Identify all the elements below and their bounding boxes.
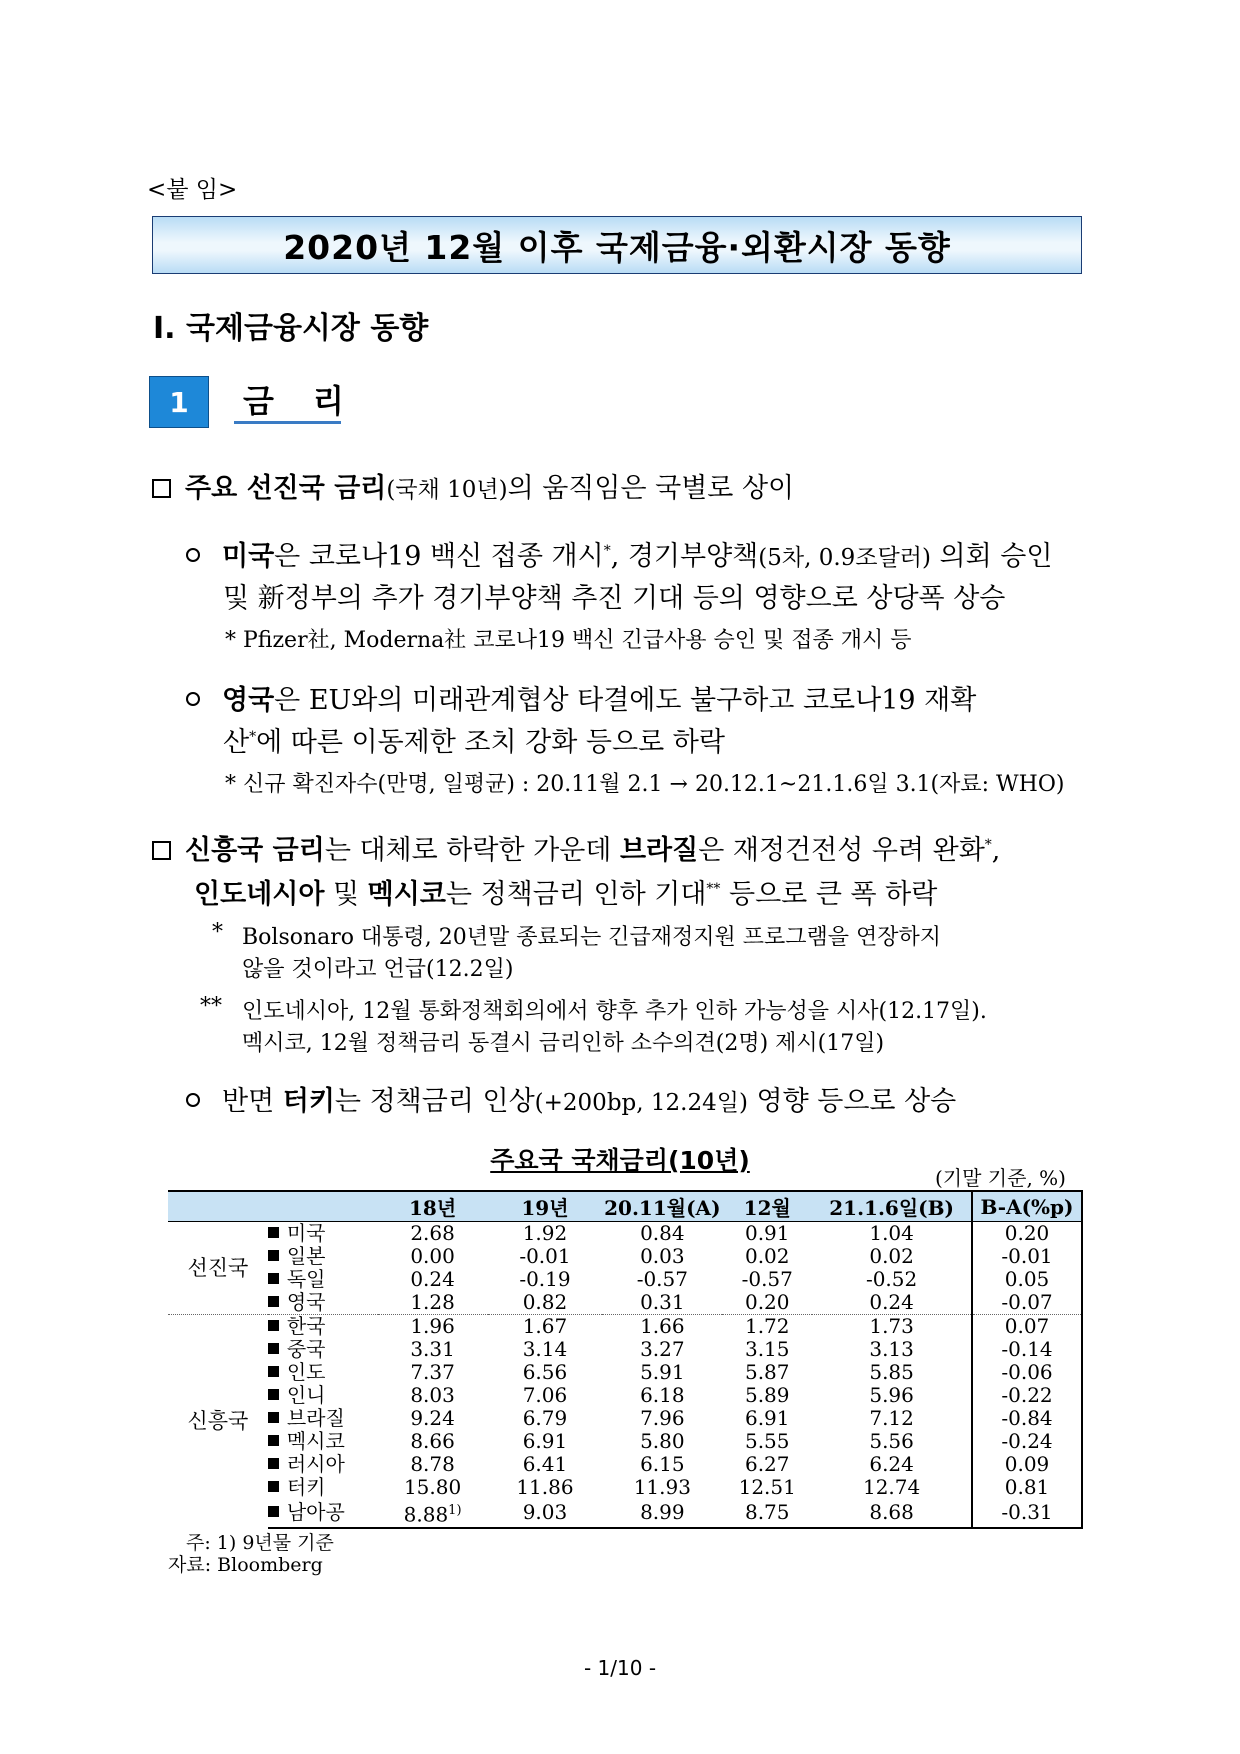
small-text: (국채 10년) — [386, 477, 508, 503]
value-cell — [812, 1453, 972, 1476]
value-text: 0.09 — [1004, 1452, 1050, 1476]
value-text: 5.96 — [869, 1383, 914, 1407]
square-bullet-icon — [268, 1227, 279, 1238]
paragraph-emerging-line2 — [194, 872, 937, 911]
document-title-box — [152, 216, 1082, 274]
value-text: 6.24 — [869, 1452, 914, 1476]
value-cell — [722, 1476, 812, 1499]
value-cell — [602, 1222, 722, 1246]
value-text: 8.88 — [403, 1502, 449, 1527]
footnote-mark: * — [603, 543, 611, 559]
value-cell — [972, 1268, 1082, 1291]
value-cell — [602, 1476, 722, 1499]
square-bullet-icon — [268, 1481, 279, 1492]
text: 에 따른 이동제한 조치 강화 등으로 하락 — [256, 727, 725, 758]
value-text: 8.66 — [410, 1429, 455, 1453]
value-cell — [722, 1453, 812, 1476]
value-text: -0.19 — [519, 1267, 571, 1291]
value-text: -0.84 — [1001, 1406, 1053, 1430]
value-text: 3.13 — [869, 1337, 914, 1361]
country-name: 미국 — [286, 1221, 326, 1245]
value-text: 5.85 — [869, 1360, 914, 1384]
country-cell — [268, 1268, 378, 1291]
value-text: -0.52 — [865, 1267, 918, 1291]
value-text: 5.89 — [744, 1383, 790, 1407]
country-cell — [268, 1476, 378, 1499]
square-bullet-icon — [268, 1273, 279, 1284]
value-cell — [812, 1268, 972, 1291]
value-text: 1.96 — [410, 1314, 455, 1338]
value-text: 0.24 — [410, 1267, 455, 1291]
table-row — [168, 1291, 1082, 1315]
table-row — [168, 1453, 1082, 1476]
value-text: 7.06 — [522, 1383, 568, 1407]
note-brazil-mark: * — [212, 920, 223, 945]
value-cell — [378, 1384, 488, 1407]
country-cell — [268, 1338, 378, 1361]
value-cell — [602, 1453, 722, 1476]
value-cell — [602, 1268, 722, 1291]
value-text: 5.87 — [744, 1360, 790, 1384]
small-text: (5차, 0.9조달러) — [758, 545, 931, 571]
paragraph-us-line2: 및 新정부의 추가 경기부양책 추진 기대 등의 영향으로 상당폭 상승 — [223, 583, 1006, 614]
country-name: 남아공 — [286, 1500, 345, 1525]
value-cell — [972, 1499, 1082, 1528]
value-text: 12.51 — [738, 1475, 796, 1499]
value-text: 0.91 — [744, 1221, 790, 1245]
country-cell — [268, 1407, 378, 1430]
value-text: 0.03 — [640, 1244, 685, 1268]
value-text: 8.99 — [640, 1500, 685, 1525]
country-name: 일본 — [286, 1244, 326, 1268]
text: , — [991, 835, 1001, 866]
bold-text: 영국 — [222, 685, 275, 716]
value-text: 6.56 — [522, 1360, 568, 1384]
bold-text: 브라질 — [619, 835, 699, 866]
value-text: 8.68 — [869, 1500, 914, 1525]
country-name: 멕시코 — [286, 1429, 345, 1453]
value-text: 12.74 — [862, 1475, 921, 1499]
value-text: 3.15 — [744, 1337, 790, 1361]
value-text: 8.03 — [410, 1383, 455, 1407]
country-cell — [268, 1315, 378, 1339]
value-text: -0.24 — [1001, 1429, 1053, 1453]
value-text: 6.27 — [744, 1452, 790, 1476]
value-cell — [488, 1384, 603, 1407]
table-title-main: 주요국 국채금리 — [490, 1146, 668, 1175]
country-cell — [268, 1453, 378, 1476]
value-cell — [722, 1245, 812, 1268]
note-uk: * 신규 확진자수(만명, 일평균) : 20.11월 2.1 → 20.12.1~21.1.6일 3.1(자료: WHO) — [225, 772, 1065, 797]
value-text: 2.68 — [410, 1221, 455, 1245]
value-cell — [722, 1315, 812, 1339]
value-text: -0.06 — [1001, 1360, 1053, 1384]
footnote-mark: * — [984, 837, 992, 853]
table-header-cell: 18년 — [378, 1191, 488, 1222]
value-cell — [378, 1291, 488, 1315]
value-cell — [488, 1315, 603, 1339]
country-name: 인도 — [286, 1360, 326, 1384]
value-text: 1.66 — [640, 1314, 685, 1338]
country-cell — [268, 1222, 378, 1246]
country-name: 영국 — [286, 1290, 326, 1314]
country-cell — [268, 1245, 378, 1268]
value-cell — [378, 1245, 488, 1268]
value-cell — [602, 1407, 722, 1430]
value-text: 9.24 — [410, 1406, 455, 1430]
value-cell — [488, 1291, 603, 1315]
page-number: - 1/10 - — [583, 1656, 657, 1680]
value-cell — [378, 1361, 488, 1384]
value-cell — [378, 1222, 488, 1246]
value-text: 0.07 — [1004, 1314, 1050, 1338]
value-cell — [722, 1499, 812, 1528]
document-title: 2020년 12월 이후 국제금융·외환시장 동향 — [283, 227, 951, 267]
value-text: 8.75 — [744, 1500, 790, 1525]
country-name: 한국 — [286, 1314, 326, 1338]
value-cell — [378, 1430, 488, 1453]
text: 반면 — [222, 1086, 283, 1117]
small-text: (+200bp, 12.24일) — [534, 1090, 748, 1116]
group-label: 신흥국 — [168, 1315, 268, 1528]
square-bullet-icon — [268, 1389, 279, 1400]
table-header-row — [168, 1191, 1082, 1222]
value-text: 0.20 — [744, 1290, 790, 1314]
table-header-cell: 21.1.6일(B) — [812, 1191, 972, 1222]
square-bullet-icon — [268, 1412, 279, 1423]
bold-text: 터키 — [282, 1086, 335, 1117]
text: 은 EU와의 미래관계협상 타결에도 불구하고 코로나19 재확 — [274, 685, 977, 716]
value-cell — [812, 1407, 972, 1430]
table-row — [168, 1268, 1082, 1291]
value-text: 0.81 — [1004, 1475, 1050, 1499]
section-title: Ⅰ. 국제금융시장 동향 — [153, 311, 429, 346]
value-text: 0.84 — [640, 1221, 685, 1245]
value-cell — [722, 1338, 812, 1361]
value-text: 6.41 — [522, 1452, 568, 1476]
value-text: 0.02 — [744, 1244, 790, 1268]
circle-bullet-icon — [186, 1093, 200, 1107]
value-cell — [722, 1361, 812, 1384]
bold-text: 미국 — [222, 541, 275, 572]
footnote-mark: ** — [706, 881, 721, 897]
value-cell — [812, 1499, 972, 1528]
country-cell — [268, 1361, 378, 1384]
subsection-underline — [234, 421, 341, 424]
value-text: 1.72 — [744, 1314, 790, 1338]
square-bullet-icon — [268, 1458, 279, 1469]
value-text: 0.02 — [869, 1244, 914, 1268]
table-row — [168, 1384, 1082, 1407]
value-cell — [812, 1245, 972, 1268]
table-header-cell: B-A(%p) — [972, 1191, 1082, 1222]
square-bullet-icon — [268, 1366, 279, 1377]
table-header-cell: 19년 — [488, 1191, 603, 1222]
table-header-cell: 20.11월(A) — [602, 1191, 722, 1222]
value-cell — [812, 1338, 972, 1361]
value-cell — [972, 1291, 1082, 1315]
square-bullet-icon — [268, 1506, 279, 1517]
table-row — [168, 1430, 1082, 1453]
table-row — [168, 1315, 1082, 1339]
value-cell — [488, 1453, 603, 1476]
bold-text: 주요 선진국 금리 — [185, 473, 387, 504]
text: 등으로 큰 폭 하락 — [720, 879, 938, 910]
value-cell — [972, 1476, 1082, 1499]
footnote-mark: 1) — [448, 1503, 462, 1518]
table-header-blank — [168, 1191, 378, 1222]
text: 의회 승인 — [930, 541, 1053, 572]
value-text: 1.28 — [410, 1290, 455, 1314]
value-cell — [488, 1222, 603, 1246]
table-source: 자료: Bloomberg — [168, 1554, 323, 1576]
value-cell — [602, 1499, 722, 1528]
value-text: -0.57 — [636, 1267, 688, 1291]
value-cell — [378, 1315, 488, 1339]
country-name: 인니 — [286, 1383, 326, 1407]
value-cell — [378, 1268, 488, 1291]
value-cell — [378, 1499, 488, 1528]
country-cell — [268, 1499, 378, 1528]
value-text: 11.93 — [633, 1475, 691, 1499]
value-cell — [378, 1407, 488, 1430]
value-cell — [488, 1499, 603, 1528]
country-cell — [268, 1291, 378, 1315]
attachment-label: <붙 임> — [147, 177, 238, 203]
value-text: 3.14 — [522, 1337, 568, 1361]
table-row — [168, 1499, 1082, 1528]
value-cell — [602, 1315, 722, 1339]
bond-yield-table — [168, 1190, 1083, 1529]
square-bullet-icon — [268, 1320, 279, 1331]
text: 의 움직임은 국별로 상이 — [507, 473, 795, 504]
value-text: 1.73 — [869, 1314, 914, 1338]
text: , 경기부양책 — [610, 541, 759, 572]
value-cell — [602, 1245, 722, 1268]
value-cell — [602, 1361, 722, 1384]
table-header-cell: 12월 — [722, 1191, 812, 1222]
value-cell — [378, 1476, 488, 1499]
value-text: 6.18 — [640, 1383, 685, 1407]
circle-bullet-icon — [186, 548, 200, 562]
value-text: 0.05 — [1004, 1267, 1050, 1291]
value-text: -0.14 — [1001, 1337, 1053, 1361]
value-cell — [812, 1430, 972, 1453]
value-cell — [812, 1222, 972, 1246]
country-name: 독일 — [286, 1267, 326, 1291]
value-cell — [972, 1407, 1082, 1430]
value-text: 11.86 — [516, 1475, 574, 1499]
paragraph-uk-line2 — [223, 720, 725, 759]
bold-text: 멕시코 — [367, 879, 446, 910]
value-cell — [722, 1291, 812, 1315]
value-cell — [488, 1476, 603, 1499]
table-row — [168, 1361, 1082, 1384]
text: 은 재정건전성 우려 완화 — [698, 835, 985, 866]
table-footnote: 주: 1) 9년물 기준 — [186, 1532, 334, 1554]
value-cell — [972, 1384, 1082, 1407]
square-bullet-icon — [268, 1343, 279, 1354]
value-text: -0.01 — [519, 1244, 571, 1268]
paragraph-uk — [186, 678, 976, 717]
square-bullet-icon — [268, 1435, 279, 1446]
table-title-suffix: (10년) — [667, 1146, 750, 1175]
value-text: 0.82 — [522, 1290, 568, 1314]
value-cell — [722, 1222, 812, 1246]
footnote-mark: * — [249, 729, 257, 745]
value-text: 1.04 — [869, 1221, 914, 1245]
note-us: * Pfizer社, Moderna社 코로나19 백신 긴급사용 승인 및 접종 개시 등 — [225, 628, 912, 653]
country-name: 브라질 — [286, 1406, 345, 1430]
value-cell — [722, 1268, 812, 1291]
value-text: 0.00 — [410, 1244, 455, 1268]
value-cell — [972, 1361, 1082, 1384]
text: 는 정책금리 인상 — [334, 1086, 535, 1117]
value-cell — [602, 1291, 722, 1315]
value-text: 7.37 — [410, 1360, 455, 1384]
paragraph-turkey — [186, 1079, 956, 1118]
note-indonesia-line1: 인도네시아, 12월 통화정책회의에서 향후 추가 인하 가능성을 시사(12.17일). — [242, 999, 987, 1024]
value-text: -0.07 — [1001, 1290, 1053, 1314]
value-cell — [488, 1338, 603, 1361]
value-cell — [602, 1384, 722, 1407]
text: 산 — [223, 727, 250, 758]
group-label: 선진국 — [187, 1255, 249, 1280]
text: 및 — [324, 879, 368, 910]
value-text: 0.31 — [640, 1290, 685, 1314]
value-cell — [602, 1430, 722, 1453]
table-row — [168, 1338, 1082, 1361]
value-text: -0.01 — [1001, 1244, 1053, 1268]
text: 는 정책금리 인하 기대 — [445, 879, 707, 910]
paragraph-advanced-rates — [152, 466, 794, 505]
square-bullet-icon — [152, 841, 171, 860]
value-text: 3.31 — [410, 1337, 455, 1361]
value-cell — [972, 1338, 1082, 1361]
value-text: 1.67 — [522, 1314, 568, 1338]
value-cell — [602, 1338, 722, 1361]
table-unit: (기말 기준, %) — [935, 1166, 1066, 1190]
value-cell — [812, 1361, 972, 1384]
note-indonesia-line2: 멕시코, 12월 정책금리 동결시 금리인하 소수의견(2명) 제시(17일) — [242, 1031, 885, 1056]
country-cell — [268, 1430, 378, 1453]
value-cell — [488, 1407, 603, 1430]
value-text: 0.24 — [869, 1290, 914, 1314]
value-cell — [378, 1338, 488, 1361]
value-cell — [488, 1268, 603, 1291]
country-name: 러시아 — [286, 1452, 345, 1476]
value-cell — [972, 1430, 1082, 1453]
note-brazil-line2: 않을 것이라고 언급(12.2일) — [242, 957, 514, 982]
value-cell — [812, 1291, 972, 1315]
value-text: 6.91 — [522, 1429, 568, 1453]
value-text: 7.12 — [869, 1406, 914, 1430]
value-text: -0.31 — [1001, 1500, 1053, 1525]
table-row — [168, 1476, 1082, 1499]
value-text: 5.91 — [640, 1360, 685, 1384]
value-text: 7.96 — [640, 1406, 685, 1430]
subsection-number: 1 — [149, 376, 209, 428]
value-text: 5.55 — [744, 1429, 790, 1453]
circle-bullet-icon — [186, 692, 200, 706]
value-cell — [972, 1222, 1082, 1246]
value-cell — [812, 1315, 972, 1339]
table-row — [168, 1407, 1082, 1430]
table-row — [168, 1245, 1082, 1268]
country-cell — [268, 1384, 378, 1407]
value-text: 9.03 — [522, 1500, 568, 1525]
value-cell — [972, 1315, 1082, 1339]
value-cell — [972, 1453, 1082, 1476]
value-cell — [812, 1384, 972, 1407]
note-brazil-line1: Bolsonaro 대통령, 20년말 종료되는 긴급재정지원 프로그램을 연장하지 — [242, 925, 942, 950]
text: 은 코로나19 백신 접종 개시 — [274, 541, 604, 572]
value-cell — [488, 1361, 603, 1384]
value-text: 6.79 — [522, 1406, 568, 1430]
value-text: 8.78 — [410, 1452, 455, 1476]
square-bullet-icon — [268, 1296, 279, 1307]
country-name: 터키 — [286, 1475, 326, 1499]
value-text: 5.80 — [640, 1429, 685, 1453]
value-cell — [378, 1453, 488, 1476]
value-cell — [488, 1245, 603, 1268]
bold-text: 신흥국 금리 — [185, 835, 325, 866]
note-indonesia-mark: ** — [200, 994, 222, 1019]
paragraph-us — [186, 534, 1096, 573]
text: 는 대체로 하락한 가운데 — [324, 835, 620, 866]
value-cell — [812, 1476, 972, 1499]
value-cell — [488, 1430, 603, 1453]
text: 영향 등으로 상승 — [747, 1086, 957, 1117]
value-text: 6.15 — [640, 1452, 685, 1476]
value-cell — [722, 1430, 812, 1453]
country-name: 중국 — [286, 1337, 326, 1361]
table-row — [168, 1222, 1082, 1246]
bold-text: 인도네시아 — [194, 879, 325, 910]
value-text: -0.57 — [741, 1267, 793, 1291]
value-text: 3.27 — [640, 1337, 685, 1361]
value-text: -0.22 — [1001, 1383, 1053, 1407]
value-cell — [722, 1384, 812, 1407]
subsection-title: 금 리 — [243, 382, 358, 420]
value-cell — [972, 1245, 1082, 1268]
value-text: 1.92 — [522, 1221, 568, 1245]
square-bullet-icon — [152, 479, 171, 498]
value-text: 5.56 — [869, 1429, 914, 1453]
value-text: 15.80 — [403, 1475, 462, 1499]
value-cell — [722, 1407, 812, 1430]
paragraph-emerging-rates — [152, 828, 1000, 867]
value-text: 6.91 — [744, 1406, 790, 1430]
value-text: 0.20 — [1004, 1221, 1050, 1245]
square-bullet-icon — [268, 1250, 279, 1261]
